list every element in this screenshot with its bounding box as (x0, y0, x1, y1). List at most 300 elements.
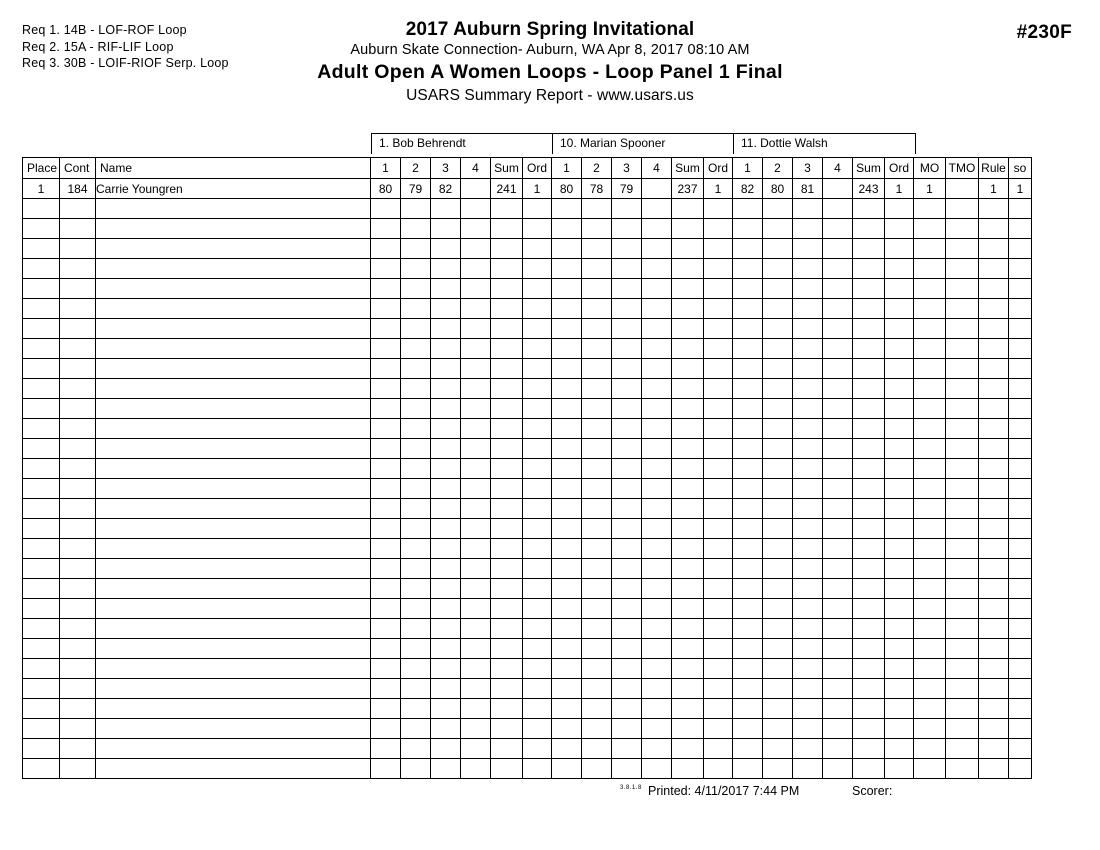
report-subtitle: USARS Summary Report - www.usars.us (406, 87, 694, 104)
cell-judge3-score-empty (823, 559, 853, 579)
cell-judge2-score-empty (552, 399, 582, 419)
cell-judge1-ord-empty (523, 759, 552, 779)
cell-judge2-sum-empty (672, 759, 704, 779)
header-judge1-sum: Sum (491, 158, 523, 179)
cell-place-empty (23, 659, 60, 679)
cell-judge2-score-empty (552, 419, 582, 439)
cell-judge2-sum-empty (672, 659, 704, 679)
cell-judge1-score-empty (461, 759, 491, 779)
cell-cont-empty (60, 299, 96, 319)
cell-name-empty (96, 199, 371, 219)
cell-tmo-empty (946, 739, 979, 759)
cell-judge3-score-empty (733, 579, 763, 599)
cell-judge1-sum-empty (491, 399, 523, 419)
cell-judge3-sum-empty (853, 219, 885, 239)
cell-judge2-score-empty (612, 299, 642, 319)
cell-judge3-score-empty (733, 219, 763, 239)
table-row-empty (23, 479, 1032, 499)
cell-judge1-score-empty (401, 219, 431, 239)
cell-judge2-sum-empty (672, 719, 704, 739)
cell-judge2-score-empty (612, 359, 642, 379)
cell-judge1-score-empty (461, 499, 491, 519)
cell-judge2-ord-empty (704, 459, 733, 479)
cell-judge1-score-empty (401, 739, 431, 759)
cell-place-empty (23, 239, 60, 259)
cell-judge2-ord-empty (704, 339, 733, 359)
cell-judge1-score-empty (461, 199, 491, 219)
table-row-empty (23, 759, 1032, 779)
requirement-line: Req 3. 30B - LOIF-RIOF Serp. Loop (22, 56, 229, 70)
cell-name-empty (96, 599, 371, 619)
cell-judge2-sum-empty (672, 299, 704, 319)
cell-judge2-score-3: 79 (612, 179, 642, 199)
cell-judge3-sum-empty (853, 359, 885, 379)
cell-place-empty (23, 359, 60, 379)
header-mo: MO (914, 158, 946, 179)
cell-judge1-sum: 241 (491, 179, 523, 199)
cell-judge3-score-empty (763, 199, 793, 219)
cell-judge3-ord-empty (885, 539, 914, 559)
cell-judge3-score-empty (733, 399, 763, 419)
cell-judge3-score-3: 81 (793, 179, 823, 199)
cell-place-empty (23, 459, 60, 479)
header-place: Place (23, 158, 60, 179)
cell-judge3-score-empty (793, 219, 823, 239)
cell-name-empty (96, 419, 371, 439)
cell-judge1-sum-empty (491, 519, 523, 539)
document-number: #230F (1016, 22, 1072, 43)
cell-judge3-score-empty (823, 699, 853, 719)
cell-judge3-score-empty (793, 359, 823, 379)
cell-judge2-ord-empty (704, 219, 733, 239)
cell-judge1-score-empty (431, 319, 461, 339)
cell-judge3-score-empty (823, 579, 853, 599)
cell-mo-empty (914, 579, 946, 599)
cell-judge3-score-empty (763, 519, 793, 539)
cell-judge3-score-empty (823, 719, 853, 739)
cell-judge2-score-empty (552, 439, 582, 459)
cell-rule-empty (979, 259, 1009, 279)
cell-judge1-score-empty (461, 419, 491, 439)
cell-judge3-score-empty (823, 679, 853, 699)
cell-cont-empty (60, 439, 96, 459)
cell-judge1-score-empty (371, 639, 401, 659)
cell-name-empty (96, 219, 371, 239)
table-row-empty (23, 579, 1032, 599)
cell-tmo-empty (946, 199, 979, 219)
cell-judge1-score-empty (401, 579, 431, 599)
judge-header-1: 1. Bob Behrendt (372, 134, 553, 154)
cell-judge3-score-empty (823, 299, 853, 319)
cell-rule: 1 (979, 179, 1009, 199)
cell-so-empty (1009, 599, 1032, 619)
cell-judge3-sum-empty (853, 579, 885, 599)
cell-name-empty (96, 739, 371, 759)
cell-judge1-score-empty (401, 279, 431, 299)
cell-tmo-empty (946, 359, 979, 379)
cell-name-empty (96, 339, 371, 359)
venue-datetime: Auburn Skate Connection- Auburn, WA Apr 8, 2017 08:10 AM (350, 42, 750, 58)
cell-tmo-empty (946, 519, 979, 539)
cell-judge1-score-empty (431, 639, 461, 659)
cell-judge3-sum-empty (853, 759, 885, 779)
cell-judge2-ord-empty (704, 199, 733, 219)
cell-judge3-ord-empty (885, 679, 914, 699)
cell-judge3-score-empty (763, 659, 793, 679)
cell-judge2-ord-empty (704, 359, 733, 379)
cell-cont-empty (60, 399, 96, 419)
cell-judge2-score-empty (642, 519, 672, 539)
cell-rule-empty (979, 399, 1009, 419)
cell-judge3-sum-empty (853, 699, 885, 719)
cell-place-empty (23, 259, 60, 279)
cell-judge2-sum-empty (672, 739, 704, 759)
cell-rule-empty (979, 479, 1009, 499)
cell-judge1-score-empty (371, 619, 401, 639)
cell-judge3-sum-empty (853, 599, 885, 619)
cell-judge3-score-empty (763, 219, 793, 239)
cell-judge3-score-empty (793, 379, 823, 399)
cell-judge3-sum-empty (853, 499, 885, 519)
cell-tmo-empty (946, 619, 979, 639)
cell-place-empty (23, 399, 60, 419)
cell-tmo-empty (946, 559, 979, 579)
cell-judge2-score-empty (642, 679, 672, 699)
cell-mo-empty (914, 479, 946, 499)
cell-place-empty (23, 499, 60, 519)
cell-rule-empty (979, 599, 1009, 619)
cell-rule-empty (979, 739, 1009, 759)
cell-judge3-score-empty (763, 699, 793, 719)
cell-judge3-ord-empty (885, 459, 914, 479)
cell-judge1-ord-empty (523, 219, 552, 239)
cell-judge1-score-empty (401, 359, 431, 379)
cell-judge3-score-empty (733, 419, 763, 439)
cell-cont-empty (60, 579, 96, 599)
cell-judge2-score-empty (612, 619, 642, 639)
cell-so-empty (1009, 579, 1032, 599)
cell-judge1-score-empty (371, 379, 401, 399)
cell-judge2-score-empty (552, 519, 582, 539)
cell-judge2-ord-empty (704, 559, 733, 579)
cell-judge3-score-empty (793, 299, 823, 319)
cell-judge1-score-empty (371, 199, 401, 219)
cell-judge1-score-empty (371, 259, 401, 279)
cell-judge2-score-empty (642, 639, 672, 659)
cell-so-empty (1009, 399, 1032, 419)
cell-judge1-ord-empty (523, 579, 552, 599)
cell-judge1-score-empty (431, 719, 461, 739)
cell-judge3-ord-empty (885, 699, 914, 719)
cell-mo-empty (914, 539, 946, 559)
cell-judge2-score-empty (582, 579, 612, 599)
cell-so-empty (1009, 659, 1032, 679)
cell-judge2-ord-empty (704, 739, 733, 759)
cell-judge1-score-empty (371, 419, 401, 439)
cell-so-empty (1009, 439, 1032, 459)
cell-judge1-score-empty (401, 659, 431, 679)
cell-mo: 1 (914, 179, 946, 199)
cell-judge1-sum-empty (491, 759, 523, 779)
cell-judge2-score-empty (552, 259, 582, 279)
cell-judge3-ord-empty (885, 219, 914, 239)
cell-place-empty (23, 739, 60, 759)
cell-judge2-ord-empty (704, 759, 733, 779)
cell-place-empty (23, 479, 60, 499)
cell-judge3-score-empty (793, 679, 823, 699)
cell-judge1-sum-empty (491, 699, 523, 719)
cell-judge1-score-empty (401, 719, 431, 739)
header-judge2-ord: Ord (704, 158, 733, 179)
cell-judge2-ord-empty (704, 539, 733, 559)
cell-judge3-ord-empty (885, 719, 914, 739)
cell-mo-empty (914, 739, 946, 759)
cell-cont-empty (60, 419, 96, 439)
cell-judge2-sum-empty (672, 579, 704, 599)
cell-judge1-sum-empty (491, 359, 523, 379)
cell-judge1-score-empty (431, 479, 461, 499)
cell-judge3-score-empty (793, 319, 823, 339)
cell-judge1-score-4 (461, 179, 491, 199)
cell-judge3-ord-empty (885, 759, 914, 779)
cell-judge1-score-empty (461, 519, 491, 539)
cell-judge3-score-empty (763, 359, 793, 379)
cell-mo-empty (914, 439, 946, 459)
cell-name-empty (96, 459, 371, 479)
cell-judge2-score-empty (642, 299, 672, 319)
cell-cont-empty (60, 559, 96, 579)
cell-judge3-score-empty (793, 619, 823, 639)
cell-judge1-score-empty (461, 599, 491, 619)
cell-judge1-score-empty (401, 499, 431, 519)
cell-mo-empty (914, 639, 946, 659)
cell-tmo-empty (946, 399, 979, 419)
cell-judge3-ord-empty (885, 479, 914, 499)
cell-judge2-score-empty (582, 359, 612, 379)
cell-judge2-ord-empty (704, 479, 733, 499)
cell-rule-empty (979, 459, 1009, 479)
cell-judge1-score-empty (461, 679, 491, 699)
cell-judge2-score-empty (552, 479, 582, 499)
cell-judge1-score-empty (431, 739, 461, 759)
cell-judge1-score-empty (371, 739, 401, 759)
cell-judge3-score-empty (733, 279, 763, 299)
cell-judge2-score-empty (582, 439, 612, 459)
cell-name-empty (96, 519, 371, 539)
cell-judge3-score-empty (763, 759, 793, 779)
cell-judge1-score-empty (401, 239, 431, 259)
cell-cont-empty (60, 739, 96, 759)
cell-tmo-empty (946, 339, 979, 359)
cell-judge2-score-empty (582, 759, 612, 779)
cell-judge3-ord-empty (885, 319, 914, 339)
cell-cont-empty (60, 219, 96, 239)
cell-judge3-score-empty (733, 659, 763, 679)
cell-rule-empty (979, 619, 1009, 639)
cell-judge1-score-empty (431, 579, 461, 599)
judge-header-2: 10. Marian Spooner (553, 134, 734, 154)
cell-judge1-score-empty (371, 239, 401, 259)
cell-judge1-score-empty (401, 619, 431, 639)
cell-judge2-score-empty (642, 239, 672, 259)
cell-judge1-sum-empty (491, 599, 523, 619)
cell-judge2-score-empty (642, 599, 672, 619)
cell-judge2-ord-empty (704, 279, 733, 299)
cell-judge2-score-empty (582, 659, 612, 679)
cell-judge2-score-empty (552, 299, 582, 319)
cell-judge2-score-empty (612, 739, 642, 759)
cell-judge1-sum-empty (491, 639, 523, 659)
cell-judge1-score-empty (431, 199, 461, 219)
cell-judge1-score-empty (401, 459, 431, 479)
cell-judge2-ord-empty (704, 439, 733, 459)
cell-judge3-score-empty (823, 459, 853, 479)
cell-so-empty (1009, 519, 1032, 539)
cell-mo-empty (914, 499, 946, 519)
cell-tmo-empty (946, 719, 979, 739)
cell-judge3-score-empty (823, 279, 853, 299)
header-cont: Cont (60, 158, 96, 179)
cell-tmo-empty (946, 479, 979, 499)
cell-judge1-score-empty (371, 219, 401, 239)
cell-judge2-ord-empty (704, 419, 733, 439)
cell-judge1-sum-empty (491, 679, 523, 699)
cell-judge1-score-empty (371, 339, 401, 359)
cell-judge1-score-empty (371, 679, 401, 699)
cell-so-empty (1009, 419, 1032, 439)
table-row-empty (23, 499, 1032, 519)
cell-judge2-ord-empty (704, 259, 733, 279)
cell-mo-empty (914, 239, 946, 259)
cell-judge3-score-empty (823, 759, 853, 779)
cell-so-empty (1009, 559, 1032, 579)
cell-judge2-score-empty (642, 719, 672, 739)
cell-judge3-score-empty (763, 239, 793, 259)
cell-judge2-score-empty (612, 419, 642, 439)
cell-rule-empty (979, 339, 1009, 359)
cell-judge2-score-empty (582, 419, 612, 439)
cell-judge1-score-empty (401, 259, 431, 279)
cell-judge2-ord-empty (704, 659, 733, 679)
cell-place-empty (23, 299, 60, 319)
cell-judge3-ord-empty (885, 559, 914, 579)
cell-judge1-sum-empty (491, 659, 523, 679)
cell-name-empty (96, 699, 371, 719)
cell-judge1-ord-empty (523, 279, 552, 299)
cell-judge3-score-empty (793, 559, 823, 579)
cell-judge2-score-empty (612, 579, 642, 599)
cell-judge3-score-empty (733, 339, 763, 359)
cell-judge2-score-empty (582, 399, 612, 419)
cell-cont-empty (60, 459, 96, 479)
table-row-empty (23, 659, 1032, 679)
cell-mo-empty (914, 599, 946, 619)
table-row-empty (23, 679, 1032, 699)
cell-judge2-score-empty (582, 739, 612, 759)
cell-judge3-ord-empty (885, 339, 914, 359)
cell-judge2-sum-empty (672, 479, 704, 499)
cell-judge2-score-empty (612, 639, 642, 659)
cell-judge2-score-empty (612, 319, 642, 339)
cell-judge2-score-empty (582, 519, 612, 539)
cell-judge1-score-empty (461, 399, 491, 419)
cell-mo-empty (914, 219, 946, 239)
cell-judge3-score-empty (763, 459, 793, 479)
cell-judge2-ord-empty (704, 619, 733, 639)
cell-judge1-ord-empty (523, 299, 552, 319)
cell-judge1-score-empty (461, 339, 491, 359)
cell-judge1-sum-empty (491, 319, 523, 339)
cell-judge2-score-empty (642, 199, 672, 219)
cell-judge3-score-empty (763, 419, 793, 439)
judge-header-3: 11. Dottie Walsh (741, 136, 828, 150)
cell-judge2-sum-empty (672, 519, 704, 539)
cell-judge3-score-empty (733, 699, 763, 719)
cell-judge1-ord-empty (523, 659, 552, 679)
cell-place-empty (23, 579, 60, 599)
cell-tmo-empty (946, 459, 979, 479)
cell-judge3-score-empty (733, 299, 763, 319)
cell-name-empty (96, 679, 371, 699)
cell-cont-empty (60, 319, 96, 339)
cell-judge3-score-empty (733, 639, 763, 659)
cell-judge1-score-empty (401, 199, 431, 219)
cell-judge1-score-empty (371, 659, 401, 679)
table-row-empty (23, 239, 1032, 259)
cell-judge2-sum-empty (672, 499, 704, 519)
cell-tmo-empty (946, 639, 979, 659)
cell-judge3-score-empty (763, 339, 793, 359)
table-row-empty (23, 539, 1032, 559)
cell-judge1-ord-empty (523, 459, 552, 479)
cell-judge3-ord-empty (885, 399, 914, 419)
cell-judge1-score-empty (461, 259, 491, 279)
cell-so-empty (1009, 239, 1032, 259)
cell-judge2-score-empty (612, 279, 642, 299)
cell-judge3-score-2: 80 (763, 179, 793, 199)
cell-judge3-score-empty (733, 679, 763, 699)
cell-so-empty (1009, 539, 1032, 559)
cell-judge1-ord-empty (523, 399, 552, 419)
cell-judge1-sum-empty (491, 479, 523, 499)
cell-place-empty (23, 279, 60, 299)
cell-judge2-ord-empty (704, 719, 733, 739)
cell-judge2-score-empty (552, 659, 582, 679)
cell-judge2-score-empty (582, 379, 612, 399)
cell-so-empty (1009, 319, 1032, 339)
cell-cont-empty (60, 479, 96, 499)
cell-mo-empty (914, 519, 946, 539)
cell-judge1-score-2: 79 (401, 179, 431, 199)
cell-judge3-sum-empty (853, 259, 885, 279)
scorer-label: Scorer: (852, 784, 893, 798)
cell-judge1-ord-empty (523, 559, 552, 579)
cell-judge3-ord-empty (885, 359, 914, 379)
cell-judge3-sum-empty (853, 679, 885, 699)
cell-cont-empty (60, 379, 96, 399)
cell-judge2-ord-empty (704, 699, 733, 719)
cell-mo-empty (914, 199, 946, 219)
cell-name-empty (96, 619, 371, 639)
cell-judge3-score-empty (823, 639, 853, 659)
cell-judge1-score-empty (401, 319, 431, 339)
cell-judge3-score-empty (823, 419, 853, 439)
cell-judge3-score-empty (763, 319, 793, 339)
cell-tmo-empty (946, 579, 979, 599)
requirement-line: Req 1. 14B - LOF-ROF Loop (22, 23, 187, 37)
cell-judge2-score-empty (582, 219, 612, 239)
cell-judge2-sum-empty (672, 699, 704, 719)
